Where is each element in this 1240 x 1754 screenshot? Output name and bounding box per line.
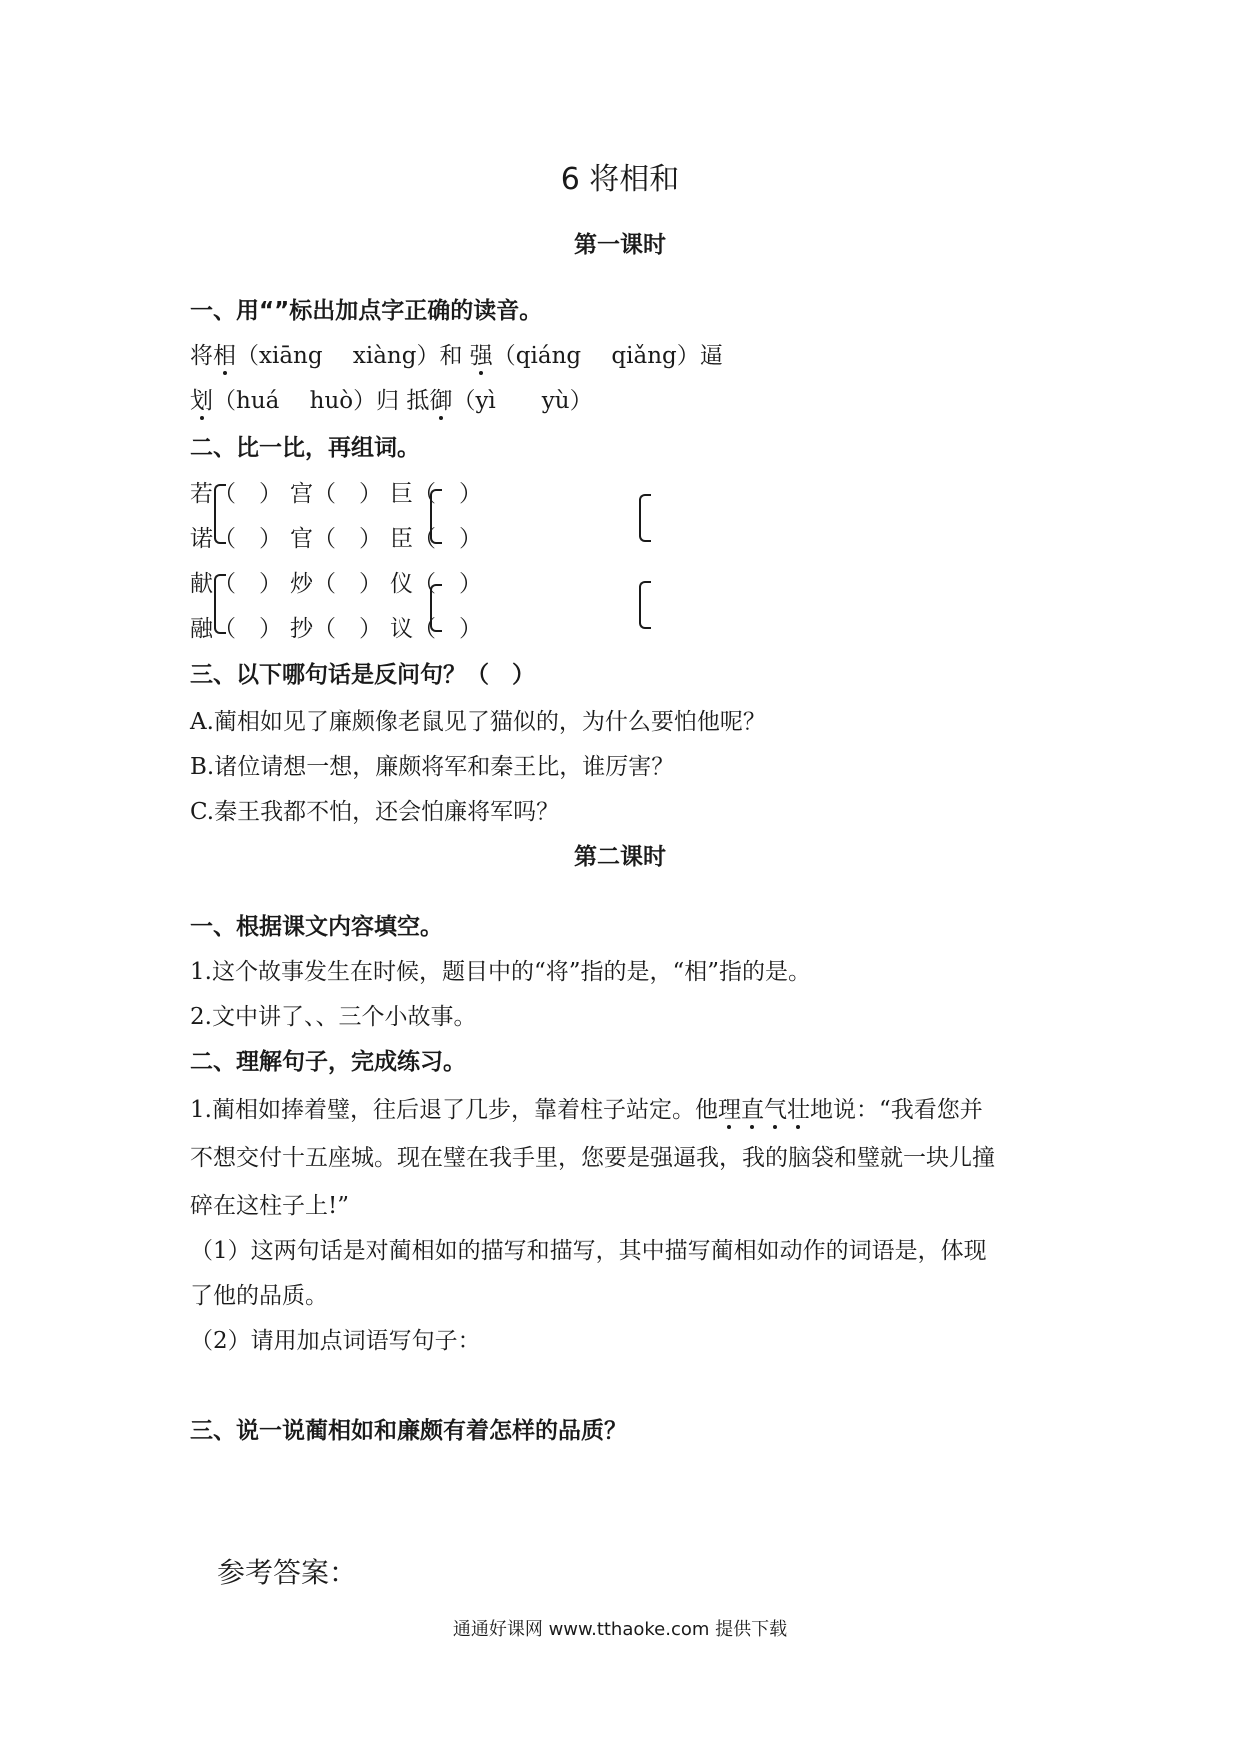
pinyin-line-2 <box>190 386 593 416</box>
lesson1-heading: 第一课时 <box>574 232 666 258</box>
word-pair-item: 议（ ） <box>390 616 482 642</box>
dotted-character: 壮 <box>786 1097 810 1123</box>
left-brace <box>639 581 651 629</box>
lesson1-q1-heading: 一、用“”标出加点字正确的读音。 <box>190 298 543 324</box>
word-pair-item: 臣（ ） <box>390 526 482 552</box>
sub-question-1: （1）这两句话是对蔺相如的描写和描写，其中描写蔺相如动作的词语是，体现 <box>190 1238 987 1264</box>
lesson1-q2-heading: 二、比一比，再组词。 <box>190 435 420 461</box>
text-segment: 1.蔺相如捧着璧，往后退了几步，靠着柱子站定。他 <box>190 1097 718 1123</box>
pinyin-line-1 <box>190 341 723 371</box>
dotted-character: 直 <box>740 1097 764 1123</box>
text-segment: （huá huò）归 抵 <box>213 388 430 414</box>
option-a: A.蔺相如见了廉颇像老鼠见了猫似的，为什么要怕他呢？ <box>190 709 766 735</box>
left-brace <box>430 489 442 544</box>
footer-credit: 通通好课网 www.tthaoke.com 提供下载 <box>452 1619 788 1640</box>
text-segment: （qiáng qiǎng）逼 <box>492 343 723 369</box>
text-segment: （yì yù） <box>452 388 593 414</box>
dotted-character: 理 <box>717 1097 741 1123</box>
lesson2-heading: 第二课时 <box>574 844 666 870</box>
left-brace <box>639 494 651 542</box>
dotted-character: 气 <box>763 1097 787 1123</box>
dotted-character: 御 <box>429 388 453 414</box>
word-pair-item: 官（ ） <box>290 526 382 552</box>
fill-in-item-1: 1.这个故事发生在时候，题目中的“将”指的是，“相”指的是。 <box>190 959 811 985</box>
sub-question-1-cont: 了他的品质。 <box>190 1283 328 1309</box>
word-pair-item: 抄（ ） <box>290 616 382 642</box>
left-brace <box>430 584 442 632</box>
fill-in-item-2: 2.文中讲了、、三个小故事。 <box>190 1004 477 1030</box>
lesson2-q1-heading: 一、根据课文内容填空。 <box>190 914 443 940</box>
option-b: B.诸位请想一想，廉颇将军和秦王比，谁厉害？ <box>190 754 675 780</box>
text-segment: （xiāng xiàng）和 <box>236 343 470 369</box>
sub-question-2: （2）请用加点词语写句子： <box>190 1328 481 1354</box>
dotted-character: 划 <box>190 388 213 414</box>
passage-line-1 <box>190 1095 983 1125</box>
left-brace <box>214 484 226 544</box>
dotted-character: 强 <box>469 343 493 369</box>
word-pair-item: 宫（ ） <box>290 481 382 507</box>
passage-line-2: 不想交付十五座城。现在璧在我手里，您要是强逼我，我的脑袋和璧就一块儿撞 <box>190 1145 995 1171</box>
text-segment: 将 <box>190 343 213 369</box>
lesson1-q3-heading: 三、以下哪句话是反问句？（ ） <box>190 662 535 688</box>
page-title: 6 将相和 <box>560 162 680 197</box>
passage-line-3: 碎在这柱子上!” <box>190 1193 350 1219</box>
word-pair-item: 献（ ） <box>190 571 282 597</box>
lesson2-q3-heading: 三、说一说蔺相如和廉颇有着怎样的品质？ <box>190 1418 627 1444</box>
word-pair-item: 诺（ ） <box>190 526 282 552</box>
left-brace <box>214 574 226 634</box>
word-pair-item: 若（ ） <box>190 481 282 507</box>
word-pair-item: 巨（ ） <box>390 481 482 507</box>
dotted-character: 相 <box>213 343 236 369</box>
lesson2-q2-heading: 二、理解句子，完成练习。 <box>190 1049 466 1075</box>
text-segment: 地说：“我看您并 <box>809 1097 983 1123</box>
option-c: C.秦王我都不怕，还会怕廉将军吗？ <box>190 799 560 825</box>
word-pair-item: 融（ ） <box>190 616 282 642</box>
word-pair-item: 炒（ ） <box>290 571 382 597</box>
word-pair-item: 仪（ ） <box>390 571 482 597</box>
answer-label: 参考答案： <box>217 1556 358 1589</box>
